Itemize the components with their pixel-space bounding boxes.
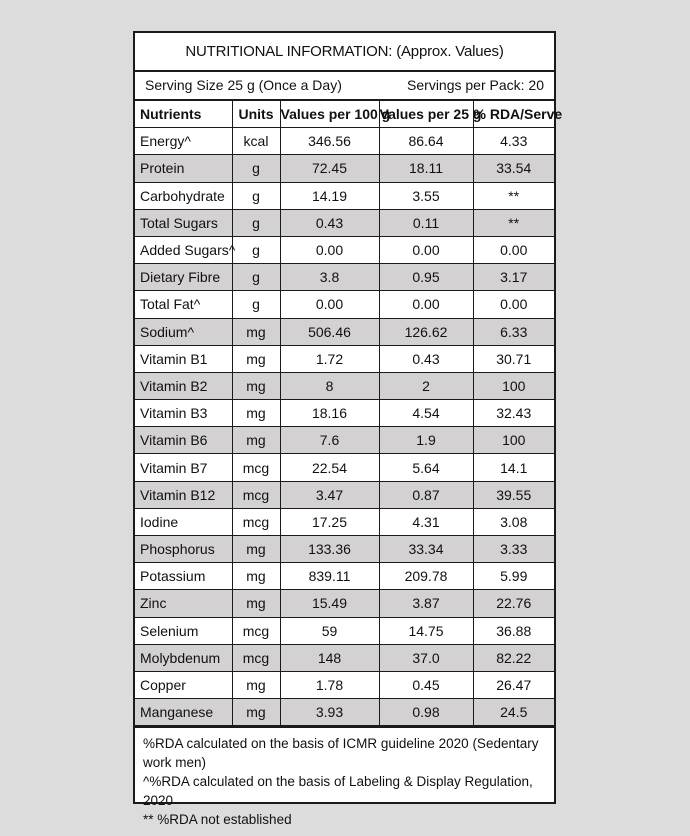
table-row bbox=[135, 699, 554, 726]
value-per-100g: 0.00 bbox=[280, 291, 379, 318]
table-row bbox=[135, 481, 554, 508]
nutrient-name: Vitamin B2 bbox=[135, 372, 232, 399]
serving-info-row bbox=[135, 72, 554, 101]
rda-value: 39.55 bbox=[473, 481, 554, 508]
value-per-100g: 0.00 bbox=[280, 236, 379, 263]
value-per-25g: 0.45 bbox=[379, 671, 473, 698]
table-row bbox=[135, 563, 554, 590]
rda-value: 3.08 bbox=[473, 508, 554, 535]
value-per-25g: 0.98 bbox=[379, 699, 473, 726]
table-row bbox=[135, 508, 554, 535]
rda-value: 26.47 bbox=[473, 671, 554, 698]
unit-cell: mg bbox=[232, 345, 280, 372]
unit-cell: mg bbox=[232, 400, 280, 427]
value-per-100g: 839.11 bbox=[280, 563, 379, 590]
value-per-100g: 22.54 bbox=[280, 454, 379, 481]
footnote: %RDA calculated on the basis of ICMR guideline 2020 (Sedentary work men) bbox=[143, 736, 539, 771]
unit-cell: g bbox=[232, 182, 280, 209]
table-row bbox=[135, 182, 554, 209]
rda-value: 22.76 bbox=[473, 590, 554, 617]
value-per-100g: 14.19 bbox=[280, 182, 379, 209]
rda-value: 82.22 bbox=[473, 644, 554, 671]
rda-value: 6.33 bbox=[473, 318, 554, 345]
unit-cell: mcg bbox=[232, 508, 280, 535]
unit-cell: mg bbox=[232, 699, 280, 726]
nutrient-name: Added Sugars^ bbox=[135, 236, 232, 263]
unit-cell: mcg bbox=[232, 644, 280, 671]
unit-cell: g bbox=[232, 291, 280, 318]
value-per-25g: 37.0 bbox=[379, 644, 473, 671]
rda-value: 24.5 bbox=[473, 699, 554, 726]
value-per-25g: 0.87 bbox=[379, 481, 473, 508]
nutrition-table bbox=[135, 101, 563, 726]
unit-cell: g bbox=[232, 236, 280, 263]
value-per-25g: 0.00 bbox=[379, 291, 473, 318]
rda-value: 30.71 bbox=[473, 345, 554, 372]
nutrient-name: Protein bbox=[135, 155, 232, 182]
table-row bbox=[135, 372, 554, 399]
nutrient-name: Manganese bbox=[135, 699, 232, 726]
rda-value: 4.33 bbox=[473, 128, 554, 155]
unit-cell: mg bbox=[232, 563, 280, 590]
value-per-25g: 0.00 bbox=[379, 236, 473, 263]
nutrient-name: Dietary Fibre bbox=[135, 264, 232, 291]
unit-cell: mg bbox=[232, 372, 280, 399]
rda-value: 36.88 bbox=[473, 617, 554, 644]
nutrient-name: Total Sugars bbox=[135, 209, 232, 236]
value-per-100g: 346.56 bbox=[280, 128, 379, 155]
nutrient-name: Vitamin B3 bbox=[135, 400, 232, 427]
value-per-25g: 5.64 bbox=[379, 454, 473, 481]
table-row bbox=[135, 128, 554, 155]
value-per-25g: 126.62 bbox=[379, 318, 473, 345]
nutrient-name: Copper bbox=[135, 671, 232, 698]
rda-value: 33.54 bbox=[473, 155, 554, 182]
rda-value: 3.17 bbox=[473, 264, 554, 291]
unit-cell: mg bbox=[232, 590, 280, 617]
value-per-100g: 72.45 bbox=[280, 155, 379, 182]
value-per-100g: 3.93 bbox=[280, 699, 379, 726]
value-per-100g: 15.49 bbox=[280, 590, 379, 617]
value-per-25g: 4.31 bbox=[379, 508, 473, 535]
value-per-100g: 1.78 bbox=[280, 671, 379, 698]
value-per-25g: 18.11 bbox=[379, 155, 473, 182]
rda-value: 32.43 bbox=[473, 400, 554, 427]
header-nutrients: Nutrients bbox=[135, 101, 232, 128]
value-per-100g: 59 bbox=[280, 617, 379, 644]
value-per-100g: 133.36 bbox=[280, 536, 379, 563]
table-row bbox=[135, 427, 554, 454]
panel-title: NUTRITIONAL INFORMATION: (Approx. Values) bbox=[135, 33, 554, 72]
value-per-100g: 148 bbox=[280, 644, 379, 671]
table-row bbox=[135, 345, 554, 372]
table-header-row bbox=[135, 101, 554, 128]
table-row bbox=[135, 209, 554, 236]
nutrient-name: Sodium^ bbox=[135, 318, 232, 345]
unit-cell: mcg bbox=[232, 481, 280, 508]
unit-cell: mcg bbox=[232, 454, 280, 481]
unit-cell: g bbox=[232, 264, 280, 291]
nutrient-name: Iodine bbox=[135, 508, 232, 535]
value-per-100g: 3.47 bbox=[280, 481, 379, 508]
unit-cell: kcal bbox=[232, 128, 280, 155]
unit-cell: mg bbox=[232, 427, 280, 454]
rda-value: 3.33 bbox=[473, 536, 554, 563]
unit-cell: mg bbox=[232, 318, 280, 345]
unit-cell: g bbox=[232, 209, 280, 236]
nutrient-name: Vitamin B1 bbox=[135, 345, 232, 372]
unit-cell: mg bbox=[232, 536, 280, 563]
value-per-25g: 3.55 bbox=[379, 182, 473, 209]
value-per-100g: 0.43 bbox=[280, 209, 379, 236]
unit-cell: mcg bbox=[232, 617, 280, 644]
value-per-25g: 209.78 bbox=[379, 563, 473, 590]
nutrient-name: Carbohydrate bbox=[135, 182, 232, 209]
rda-value: 0.00 bbox=[473, 236, 554, 263]
rda-value: ** bbox=[473, 182, 554, 209]
value-per-100g: 7.6 bbox=[280, 427, 379, 454]
value-per-100g: 8 bbox=[280, 372, 379, 399]
table-row bbox=[135, 155, 554, 182]
servings-per-pack: Servings per Pack: 20 bbox=[407, 77, 544, 93]
table-row bbox=[135, 671, 554, 698]
header-per-100g: Values per 100 g bbox=[280, 101, 379, 128]
unit-cell: g bbox=[232, 155, 280, 182]
rda-value: 5.99 bbox=[473, 563, 554, 590]
value-per-25g: 14.75 bbox=[379, 617, 473, 644]
header-rda: % RDA/Serve bbox=[473, 101, 554, 128]
nutrient-name: Vitamin B12 bbox=[135, 481, 232, 508]
nutrient-name: Zinc bbox=[135, 590, 232, 617]
value-per-100g: 1.72 bbox=[280, 345, 379, 372]
serving-size: Serving Size 25 g (Once a Day) bbox=[145, 77, 342, 93]
value-per-100g: 17.25 bbox=[280, 508, 379, 535]
table-body bbox=[135, 128, 554, 726]
value-per-25g: 4.54 bbox=[379, 400, 473, 427]
table-row bbox=[135, 454, 554, 481]
nutrient-name: Vitamin B6 bbox=[135, 427, 232, 454]
footnote: ^%RDA calculated on the basis of Labeling & Display Regulation, 2020 bbox=[143, 774, 533, 809]
nutrition-panel bbox=[133, 31, 563, 828]
value-per-25g: 1.9 bbox=[379, 427, 473, 454]
table-row bbox=[135, 536, 554, 563]
footnotes bbox=[135, 726, 554, 829]
value-per-25g: 86.64 bbox=[379, 128, 473, 155]
rda-value: 100 bbox=[473, 372, 554, 399]
value-per-25g: 0.11 bbox=[379, 209, 473, 236]
rda-value: 100 bbox=[473, 427, 554, 454]
value-per-25g: 3.87 bbox=[379, 590, 473, 617]
nutrient-name: Selenium bbox=[135, 617, 232, 644]
unit-cell: mg bbox=[232, 671, 280, 698]
table-row bbox=[135, 236, 554, 263]
value-per-100g: 506.46 bbox=[280, 318, 379, 345]
nutrient-name: Phosphorus bbox=[135, 536, 232, 563]
value-per-100g: 3.8 bbox=[280, 264, 379, 291]
table-row bbox=[135, 617, 554, 644]
table-row bbox=[135, 400, 554, 427]
table-row bbox=[135, 590, 554, 617]
rda-value: ** bbox=[473, 209, 554, 236]
table-row bbox=[135, 291, 554, 318]
footnote: ** %RDA not established bbox=[143, 812, 292, 828]
value-per-25g: 0.43 bbox=[379, 345, 473, 372]
value-per-25g: 33.34 bbox=[379, 536, 473, 563]
table-row bbox=[135, 318, 554, 345]
nutrient-name: Energy^ bbox=[135, 128, 232, 155]
value-per-25g: 0.95 bbox=[379, 264, 473, 291]
header-per-25g: Values per 25 g bbox=[379, 101, 473, 128]
rda-value: 14.1 bbox=[473, 454, 554, 481]
nutrient-name: Potassium bbox=[135, 563, 232, 590]
nutrient-name: Molybdenum bbox=[135, 644, 232, 671]
value-per-100g: 18.16 bbox=[280, 400, 379, 427]
value-per-25g: 2 bbox=[379, 372, 473, 399]
nutrient-name: Total Fat^ bbox=[135, 291, 232, 318]
rda-value: 0.00 bbox=[473, 291, 554, 318]
nutrient-name: Vitamin B7 bbox=[135, 454, 232, 481]
header-units: Units bbox=[232, 101, 280, 128]
table-row bbox=[135, 644, 554, 671]
table-row bbox=[135, 264, 554, 291]
